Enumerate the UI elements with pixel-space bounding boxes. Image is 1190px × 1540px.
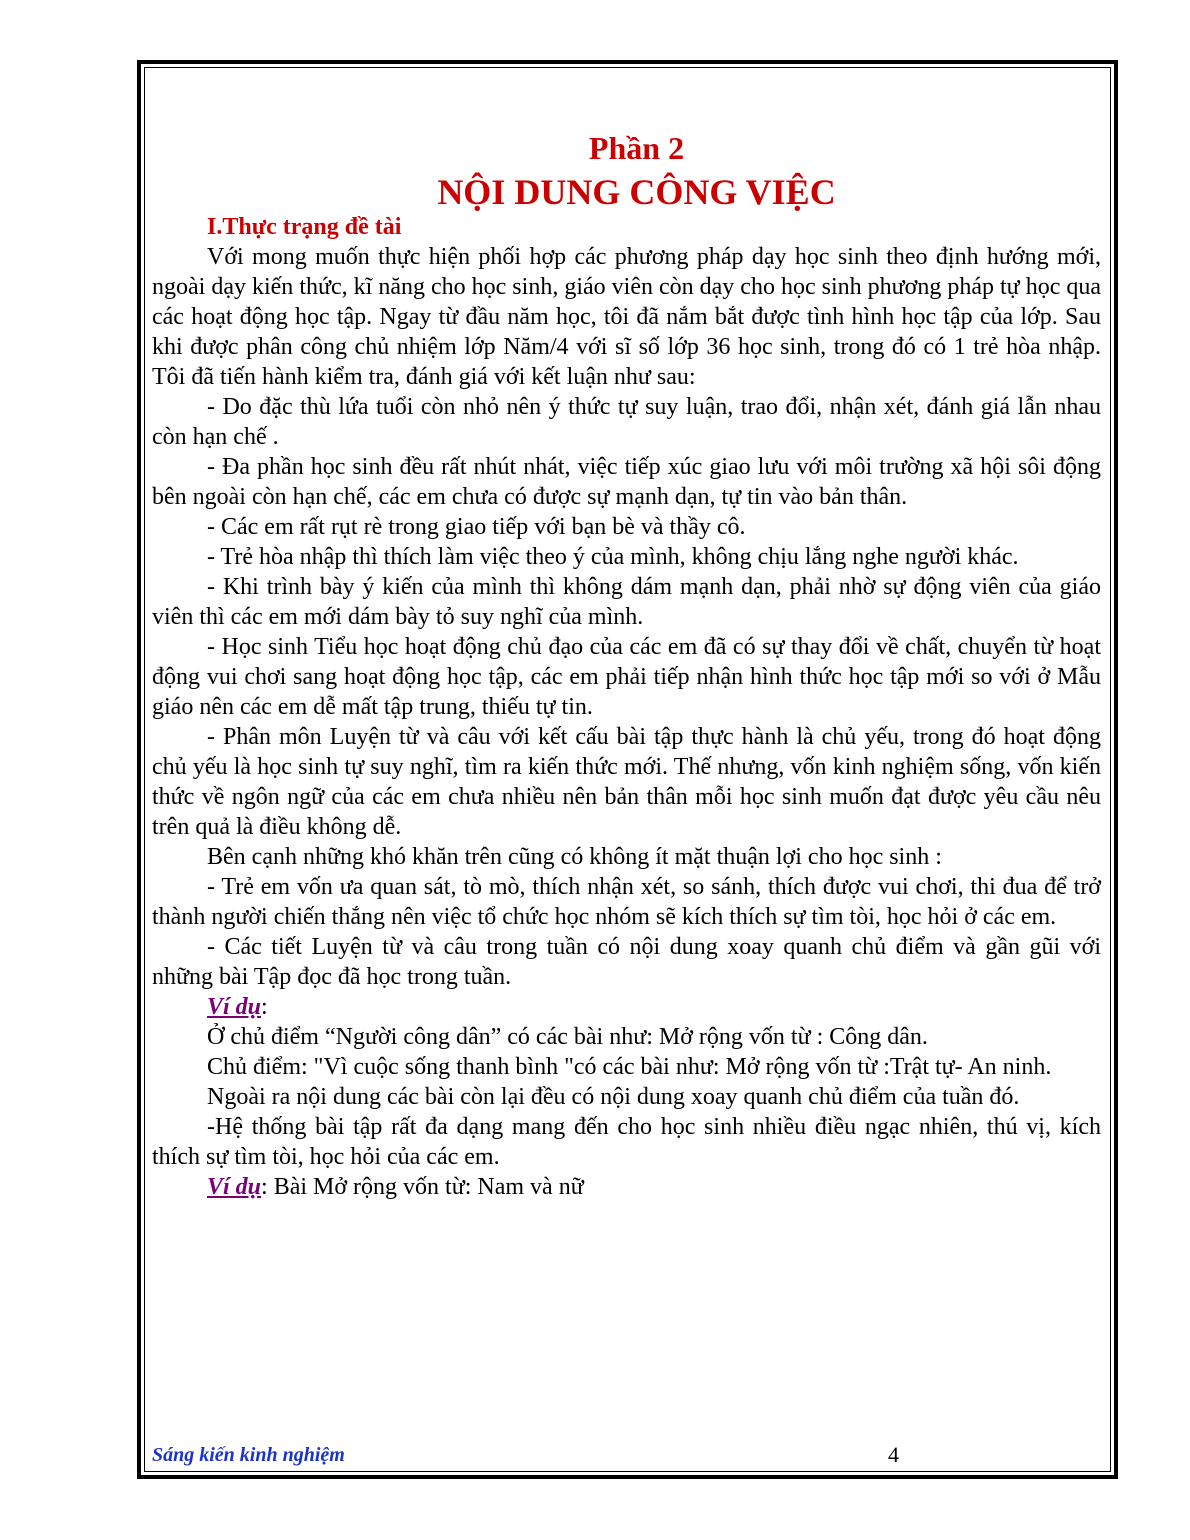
example-label: Ví dụ <box>207 994 262 1020</box>
paragraph: - Khi trình bày ý kiến của mình thì không dám mạnh dạn, phải nhờ sự động viên của giáo viên thì các em mới dám bày tỏ suy nghĩ của mình. <box>152 574 1101 630</box>
example-line <box>152 992 1101 1022</box>
section-heading: I.Thực trạng đề tài <box>207 214 402 240</box>
page-footer <box>152 1444 1101 1470</box>
chapter-title: NỘI DUNG CÔNG VIỆC <box>437 172 836 212</box>
example-label: Ví dụ <box>207 1174 262 1200</box>
example-suffix: : <box>261 994 268 1020</box>
paragraph: Ở chủ điểm “Người công dân” có các bài như: Mở rộng vốn từ : Công dân. <box>207 1024 928 1050</box>
paragraph: - Học sinh Tiểu học hoạt động chủ đạo của các em đã có sự thay đổi về chất, chuyển từ hoạt động vui chơi sang hoạt động học tập, các em phải tiếp nhận hình thức học tập mới so với ở Mẫu giáo nên các em dễ mất tập trung, thiếu tự tin. <box>152 634 1101 720</box>
page-number: 4 <box>888 1442 899 1467</box>
paragraph: - Các tiết Luyện từ và câu trong tuần có nội dung xoay quanh chủ điểm và gần gũi với những bài Tập đọc đã học trong tuần. <box>152 934 1101 990</box>
example-suffix: : Bài Mở rộng vốn từ: Nam và nữ <box>261 1174 584 1200</box>
document-body <box>152 128 1101 1202</box>
paragraph: - Phân môn Luyện từ và câu với kết cấu bài tập thực hành là chủ yếu, trong đó hoạt động chủ yếu là học sinh tự suy nghĩ, tìm ra kiến thức mới. Thế nhưng, vốn kinh nghiệm sống, vốn kiến thức về ngôn ngữ của các em chưa nhiều nên bản thân mỗi học sinh muốn đạt được yêu cầu nêu trên quả là điều không dễ. <box>152 724 1101 840</box>
footer-label: Sáng kiến kinh nghiệm <box>152 1444 345 1466</box>
paragraph: Bên cạnh những khó khăn trên cũng có không ít mặt thuận lợi cho học sinh : <box>207 844 942 870</box>
paragraph: Với mong muốn thực hiện phối hợp các phương pháp dạy học sinh theo định hướng mới, ngoài dạy kiến thức, kĩ năng cho học sinh, giáo viên còn dạy cho học sinh phương pháp tự học qua các hoạt động học tập. Ngay từ đầu năm học, tôi đã nắm bắt được tình hình học tập của lớp. Sau khi được phân công chủ nhiệm lớp Năm/4 với sĩ số lớp 36 học sinh, trong đó có 1 trẻ hòa nhập. Tôi đã tiến hành kiểm tra, đánh giá với kết luận như sau: <box>152 244 1101 390</box>
part-title: Phần 2 <box>588 130 685 166</box>
paragraph: - Do đặc thù lứa tuổi còn nhỏ nên ý thức tự suy luận, trao đổi, nhận xét, đánh giá lẫn nhau còn hạn chế . <box>152 394 1101 450</box>
example-line <box>152 1172 1101 1202</box>
paragraph: - Các em rất rụt rè trong giao tiếp với bạn bè và thầy cô. <box>207 514 746 540</box>
paragraph: - Đa phần học sinh đều rất nhút nhát, việc tiếp xúc giao lưu với môi trường xã hội sôi động bên ngoài còn hạn chế, các em chưa có được sự mạnh dạn, tự tin vào bản thân. <box>152 454 1101 510</box>
paragraph: - Trẻ hòa nhập thì thích làm việc theo ý của mình, không chịu lắng nghe người khác. <box>207 544 1019 570</box>
paragraph: Chủ điểm: "Vì cuộc sống thanh bình "có các bài như: Mở rộng vốn từ :Trật tự- An ninh. <box>207 1054 1052 1080</box>
paragraph: -Hệ thống bài tập rất đa dạng mang đến cho học sinh nhiều điều ngạc nhiên, thú vị, kích thích sự tìm tòi, học hỏi của các em. <box>152 1114 1101 1170</box>
paragraph: Ngoài ra nội dung các bài còn lại đều có nội dung xoay quanh chủ điểm của tuần đó. <box>207 1084 1020 1110</box>
paragraph: - Trẻ em vốn ưa quan sát, tò mò, thích nhận xét, so sánh, thích được vui chơi, thi đua để trở thành người chiến thắng nên việc tổ chức học nhóm sẽ kích thích sự tìm tòi, học hỏi ở các em. <box>152 874 1101 930</box>
